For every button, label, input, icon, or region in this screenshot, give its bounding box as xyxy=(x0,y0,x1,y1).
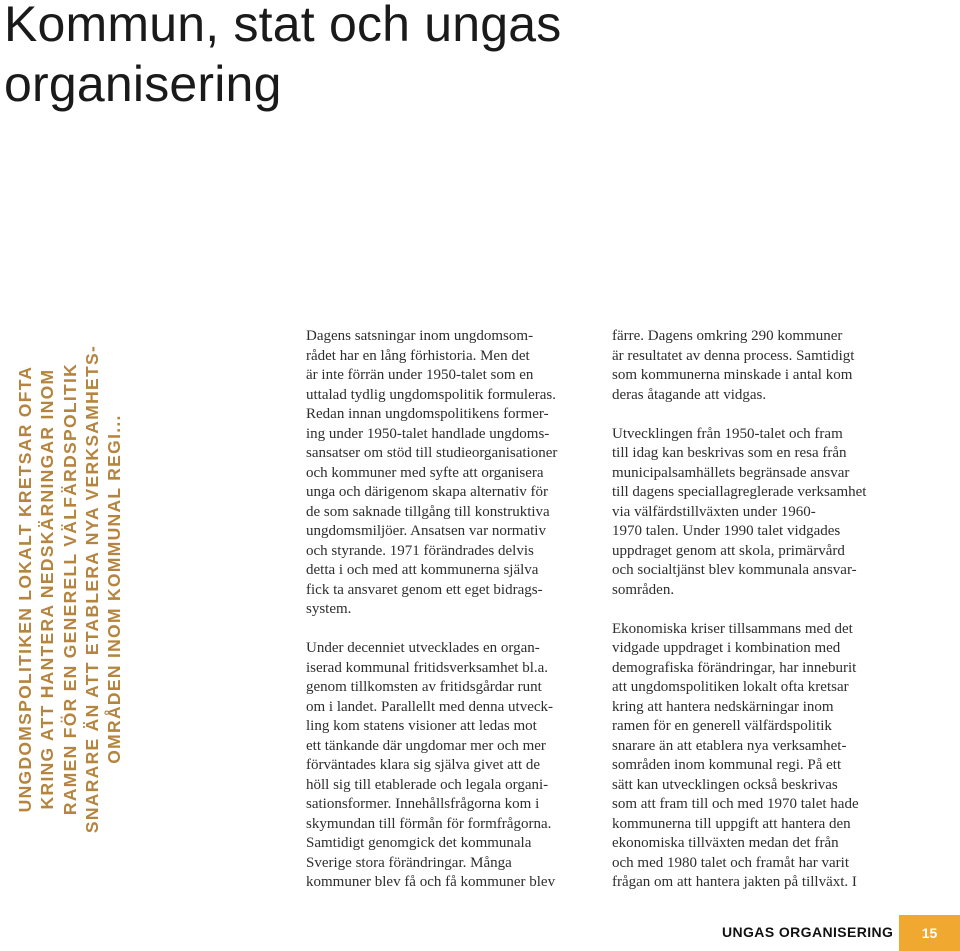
body-line: som att fram till och med 1970 talet hade xyxy=(612,796,859,812)
body-line: och med 1980 talet och framåt har varit xyxy=(612,854,849,871)
pull-quote-line: UNGDOMSPOLITIKEN LOKALT KRETSAR OFTA xyxy=(15,365,35,813)
body-line: vidgade uppdraget i kombination med xyxy=(612,640,841,656)
body-line: och kommuner med syfte att organisera xyxy=(306,464,544,481)
body-line: Redan innan ungdomspolitikens former- xyxy=(306,406,549,422)
body-line: Sverige stora förändringar. Många xyxy=(306,854,512,871)
body-line: är resultatet av denna process. Samtidigt xyxy=(612,347,855,364)
body-line: och styrande. 1971 förändrades delvis xyxy=(306,542,534,559)
body-line: sområden. xyxy=(612,581,675,598)
body-line: sområden inom kommunal regi. På ett xyxy=(612,757,842,773)
body-line: de som saknade tillgång till konstruktiva xyxy=(306,503,550,520)
body-line: iserad kommunal fritidsverksamhet bl.a. xyxy=(306,659,549,676)
body-line: är inte förrän under 1950-talet som en xyxy=(306,367,534,383)
body-line: 1970 talen. Under 1990 talet vidgades xyxy=(612,523,841,539)
running-footer-section: UNGAS ORGANISERING xyxy=(722,924,894,940)
body-line: ling kom statens visioner att ledas mot xyxy=(306,718,537,734)
body-line: och socialtjänst blev kommunala ansvar- xyxy=(612,562,857,578)
body-line: om i landet. Parallellt med denna utveck- xyxy=(306,698,554,715)
paragraph-gap xyxy=(612,405,912,425)
body-line: uppdraget genom att skola, primärvård xyxy=(612,542,845,559)
page-title xyxy=(4,0,561,114)
body-line: ett tänkande där ungdomar mer och mer xyxy=(306,737,546,754)
body-line: rådet har en lång förhistoria. Men det xyxy=(306,347,530,364)
body-line: förväntades klara sig själva givet att de xyxy=(306,757,541,773)
body-line: Samtidigt genomgick det kommunala xyxy=(306,835,532,851)
body-line: sansatser om stöd till studieorganisationer xyxy=(306,445,558,461)
body-line: municipalsamhällets begränsade ansvar xyxy=(612,464,850,481)
body-line: Dagens satsningar inom ungdomsom- xyxy=(306,328,534,344)
body-line: system. xyxy=(306,601,352,617)
body-line: deras åtagande att vidgas. xyxy=(612,386,767,403)
body-line: detta i och med att kommunerna själva xyxy=(306,562,539,578)
body-line: snarare än att etablera nya verksamhet- xyxy=(612,737,847,754)
pull-quote-line: SNARARE ÄN ATT ETABLERA NYA VERKSAMHETS- xyxy=(81,344,102,834)
body-line: att ungdomspolitiken lokalt ofta kretsar xyxy=(612,679,849,695)
body-line: höll sig till etablerade och legala organi- xyxy=(306,776,549,793)
body-column-1 xyxy=(306,327,596,893)
paragraph-gap xyxy=(612,600,912,620)
body-line: till idag kan beskrivas som en resa från xyxy=(612,445,847,461)
body-line: uttalad tydlig ungdomspolitik formuleras. xyxy=(306,386,556,403)
body-line: ing under 1950-talet handlade ungdoms- xyxy=(306,425,550,442)
body-line: som kommunerna minskade i antal kom xyxy=(612,367,853,383)
body-line: fick ta ansvaret genom ett eget bidrags- xyxy=(306,581,543,598)
body-line: ramen för en generell välfärdspolitik xyxy=(612,718,832,734)
body-line: sätt kan utvecklingen också beskrivas xyxy=(612,776,838,793)
body-line: skymundan till förmån för formfrågorna. xyxy=(306,815,552,832)
body-line: frågan om att hantera jakten på tillväxt. I xyxy=(612,874,857,890)
body-line: Under decenniet utvecklades en organ- xyxy=(306,640,540,656)
page-title-line-1: Kommun, stat och ungas xyxy=(4,0,562,52)
body-line: unga och därigenom skapa alternativ för xyxy=(306,484,548,500)
body-line: kommuner blev få och få kommuner blev xyxy=(306,874,556,890)
page-title-line-2: organisering xyxy=(4,56,282,112)
pull-quote xyxy=(14,329,125,849)
body-line: via välfärdstillväxten under 1960- xyxy=(612,503,816,520)
body-line: kommunerna till uppgift att hantera den xyxy=(612,815,851,832)
pull-quote-line: KRING ATT HANTERA NEDSKÄRNINGAR INOM xyxy=(37,368,58,810)
body-line: färre. Dagens omkring 290 kommuner xyxy=(612,328,843,344)
page-number: 15 xyxy=(921,925,938,941)
paragraph-gap xyxy=(306,620,596,640)
body-line: Utvecklingen från 1950-talet och fram xyxy=(612,425,843,442)
body-column-2 xyxy=(612,327,912,893)
pull-quote-line: RAMEN FÖR EN GENERELL VÄLFÄRDSPOLITIK xyxy=(59,362,80,816)
body-line: till dagens speciallagreglerade verksamhet xyxy=(612,484,867,500)
body-line: ungdomsmiljöer. Ansatsen var normativ xyxy=(306,523,546,539)
body-line: Ekonomiska kriser tillsammans med det xyxy=(612,620,853,637)
body-line: demografiska förändringar, har inneburit xyxy=(612,659,857,676)
page-number-badge xyxy=(899,915,960,951)
body-line: kring att hantera nedskärningar inom xyxy=(612,698,834,715)
body-line: genom tillkomsten av fritidsgårdar runt xyxy=(306,679,542,695)
body-line: ekonomiska tillväxten medan det från xyxy=(612,835,839,851)
pull-quote-line: OMRÅDEN INOM KOMMUNAL REGI... xyxy=(104,414,125,764)
body-line: sationsformer. Innehållsfrågorna kom i xyxy=(306,796,540,812)
